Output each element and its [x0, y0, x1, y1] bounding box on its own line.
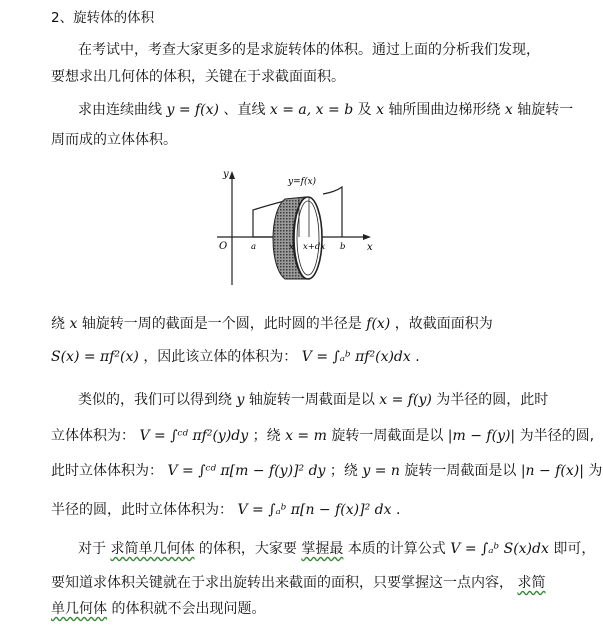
underlined-text: 求简: [517, 575, 546, 591]
underlined-text: 单几何体: [51, 601, 107, 617]
formula: x = a, x = b: [269, 102, 354, 118]
text: 即可，: [553, 541, 596, 557]
paragraph-4-line-2: [51, 426, 594, 446]
text: 为: [588, 463, 603, 479]
formula: y = f(x): [166, 102, 219, 118]
text: ；绕: [329, 463, 358, 479]
paragraph-1-line-1: 在考试中，考查大家更多的是求旋转体的体积。通过上面的分析我们发现，: [78, 42, 540, 58]
paragraph-4-line-1: [78, 390, 548, 410]
text: 要知道求体积关键就在于求出旋转出来截面的面积，只要掌握这一点内容，: [51, 575, 513, 591]
section-heading: 2、旋转体的体积: [51, 10, 155, 26]
tick-xdx: x+dx: [303, 242, 326, 252]
text: 轴旋转一: [517, 102, 574, 118]
text: 对于: [78, 541, 106, 557]
text: 半径的圆，此时立体体积为：: [51, 502, 233, 518]
formula: V = ∫ₐᵇ π[n − f(x)]² dx: [237, 502, 392, 518]
paragraph-5-line-2: [51, 573, 545, 593]
text: 为半径的圆，此时: [436, 392, 549, 408]
text: 旋转一周截面是以: [331, 428, 444, 444]
text: ，因此该立体的体积为：: [143, 349, 298, 365]
text: 及: [357, 102, 372, 118]
formula: x: [69, 316, 78, 332]
formula: x = f(y): [379, 392, 432, 408]
text: 的体积，大家要: [198, 541, 297, 557]
text: 绕: [51, 316, 65, 332]
curve-label: y=f(x): [288, 177, 317, 187]
origin-label: O: [219, 241, 228, 252]
text: 求由连续曲线: [78, 102, 162, 118]
x-axis-label: x: [367, 242, 373, 253]
text: 立体体积为：: [51, 428, 135, 444]
formula: V = ∫ᶜᵈ π[m − f(y)]² dy: [167, 463, 326, 479]
formula: |n − f(x)|: [520, 463, 584, 479]
text: 轴旋转一周的截面是一个圆，此时圆的半径是: [81, 316, 362, 332]
text: 轴所围曲边梯形绕: [388, 102, 501, 118]
text: 类似的，我们可以得到绕: [78, 392, 232, 408]
disk-face: [294, 197, 322, 279]
text: 本质的计算公式: [347, 541, 446, 557]
paragraph-5-line-1: [78, 539, 595, 559]
formula: x: [504, 102, 513, 118]
paragraph-2-line-1: [78, 100, 573, 120]
text: .: [415, 349, 420, 365]
paragraph-5-line-3: [51, 599, 265, 619]
text: 轴旋转一周截面是以: [248, 392, 375, 408]
formula: y = n: [362, 463, 400, 479]
formula: x = m: [285, 428, 327, 444]
paragraph-3-line-2: [51, 347, 420, 367]
tick-a: a: [251, 242, 257, 252]
paragraph-3-line-1: [51, 314, 493, 334]
paragraph-1-line-2: 要想求出几何体的体积，关键在于求截面面积。: [51, 69, 345, 85]
tick-x: x: [289, 242, 294, 252]
paragraph-2-line-2: 周而成的立体体积。: [51, 132, 177, 148]
formula: S(x) = πf²(x): [51, 349, 139, 365]
underlined-text: 掌握最: [301, 541, 344, 557]
tick-b: b: [340, 242, 346, 252]
text: 为半径的圆,: [519, 428, 595, 444]
paragraph-4-line-3: [51, 461, 602, 481]
formula: V = ∫ₐᵇ πf²(x)dx: [301, 349, 411, 365]
text: 、直线: [223, 102, 266, 118]
formula: |m − f(y)|: [447, 428, 516, 444]
text: 此时立体体积为：: [51, 463, 163, 479]
y-axis-label: y: [223, 169, 229, 180]
formula: x: [376, 102, 384, 118]
text: .: [395, 502, 401, 518]
text: ；绕: [252, 428, 281, 444]
solid-of-revolution-figure: [205, 167, 375, 291]
underlined-text: 求简单几何体: [110, 541, 195, 557]
formula: V = ∫ₐᵇ S(x)dx: [450, 541, 549, 557]
formula: y: [236, 392, 245, 408]
curve-right: [323, 187, 342, 237]
x-axis-arrow: [363, 234, 371, 240]
text: 的体积就不会出现问题。: [111, 601, 266, 617]
figure-svg: [205, 167, 375, 291]
text: ，故截面面积为: [394, 316, 493, 332]
text: 旋转一周截面是以: [404, 463, 517, 479]
formula: V = ∫ᶜᵈ πf²(y)dy: [139, 428, 249, 444]
formula: f(x): [366, 316, 391, 332]
paragraph-4-line-4: [51, 500, 400, 520]
y-axis-arrow: [229, 171, 235, 179]
